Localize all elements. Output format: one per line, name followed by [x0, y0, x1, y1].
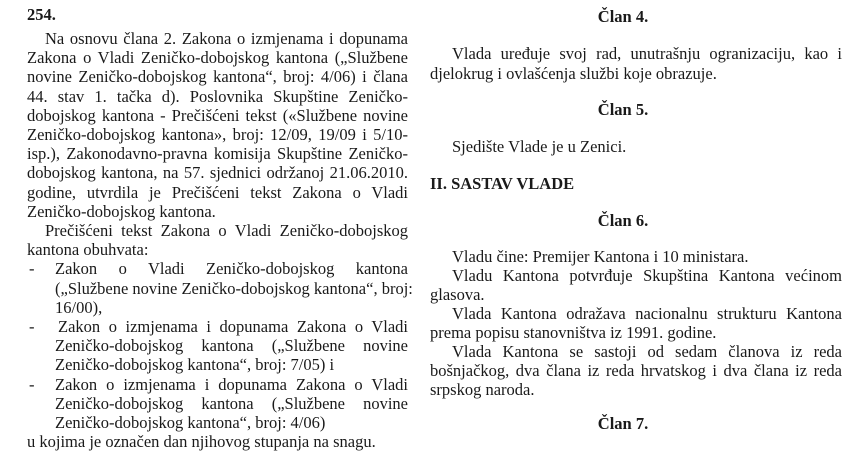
list-item-line: Zeničko-dobojskog kantona“, broj: 7/05) i	[55, 355, 335, 374]
decision-number: 254.	[27, 5, 56, 24]
paragraph-line: Vlada Kantona odražava nacionalnu strukturu Kantona	[452, 304, 842, 323]
list-bullet: -	[29, 259, 35, 278]
paragraph-line: u kojima je označen dan njihovog stupanja na snagu.	[27, 432, 376, 451]
paragraph-line: godine, utvrdila je Prečišćeni tekst Zakona o Vladi	[27, 183, 408, 202]
list-item-line: Zakon o izmjenama i dopunama Zakona o Vladi	[58, 317, 408, 336]
paragraph-line: kantona obuhvata:	[27, 240, 149, 259]
list-bullet: -	[29, 317, 35, 336]
paragraph-line: Vlada Kantona se sastoji od sedam članova iz reda	[452, 342, 842, 361]
list-item-line: Zakon o izmjenama i dopunama Zakona o Vladi	[55, 375, 408, 394]
list-item-line: Zeničko-dobojskog kantona“, broj: 4/06)	[55, 413, 326, 432]
paragraph-line: dobojskog kantona - Prečišćeni tekst («Službene novine	[27, 106, 408, 125]
article-heading: Član 6.	[597, 211, 649, 230]
paragraph-line: isp.), Zakonodavno-pravna komisija Skupštine Zeničko-	[27, 144, 408, 163]
paragraph-line: Vladu čine: Premijer Kantona i 10 ministara.	[452, 247, 749, 266]
paragraph-line: 44. stav 1. tačka d). Poslovnika Skupštine Zeničko-	[27, 87, 408, 106]
paragraph-line: Zeničko-dobojskog kantona.	[27, 202, 216, 221]
paragraph-line: Na osnovu člana 2. Zakona o izmjenama i dopunama	[45, 29, 408, 48]
paragraph-line: Zakona o Vladi Zeničko-dobojskog kantona („Službene	[27, 48, 408, 67]
section-heading: II. SASTAV VLADE	[430, 174, 575, 193]
paragraph-line: Sjedište Vlade je u Zenici.	[452, 137, 627, 156]
paragraph-line: Vlada uređuje svoj rad, unutrašnju ogranizaciju, kao i	[452, 44, 842, 63]
list-item-line: 16/00),	[55, 298, 103, 317]
list-item-line: Zeničko-dobojskog kantona („Službene novine	[55, 394, 408, 413]
list-item-line: („Službene novine Zeničko-dobojskog kantona“, broj:	[55, 279, 413, 298]
paragraph-line: prema popisu stanovništva iz 1991. godine.	[430, 323, 717, 342]
list-bullet: -	[29, 375, 35, 394]
article-heading: Član 4.	[597, 7, 649, 26]
paragraph-line: Zeničko-dobojskog kantona», broj: 12/09, 19/09 i 5/10-	[27, 125, 408, 144]
paragraph-line: novine Zeničko-dobojskog kantona“, broj: 4/06) i člana	[27, 67, 408, 86]
right-column	[408, 0, 842, 452]
paragraph-line: srpskog naroda.	[430, 380, 535, 399]
paragraph-line: dobojskog kantona, na 57. sjednici održanoj 21.06.2010.	[27, 163, 408, 182]
paragraph-line: djelokrug i ovlašćenja službi koje obrazuje.	[430, 64, 717, 83]
article-heading: Član 5.	[597, 100, 649, 119]
article-heading: Član 7.	[597, 414, 649, 433]
list-item-line: Zakon o Vladi Zeničko-dobojskog kantona	[55, 259, 408, 278]
left-column	[0, 0, 413, 452]
paragraph-line: glasova.	[430, 285, 485, 304]
paragraph-line: Prečišćeni tekst Zakona o Vladi Zeničko-dobojskog	[45, 221, 408, 240]
paragraph-line: bošnjačkog, dva člana iz reda hrvatskog i dva člana iz reda	[430, 361, 842, 380]
paragraph-line: Vladu Kantona potvrđuje Skupština Kantona većinom	[452, 266, 842, 285]
list-item-line: Zeničko-dobojskog kantona („Službene novine	[55, 336, 408, 355]
